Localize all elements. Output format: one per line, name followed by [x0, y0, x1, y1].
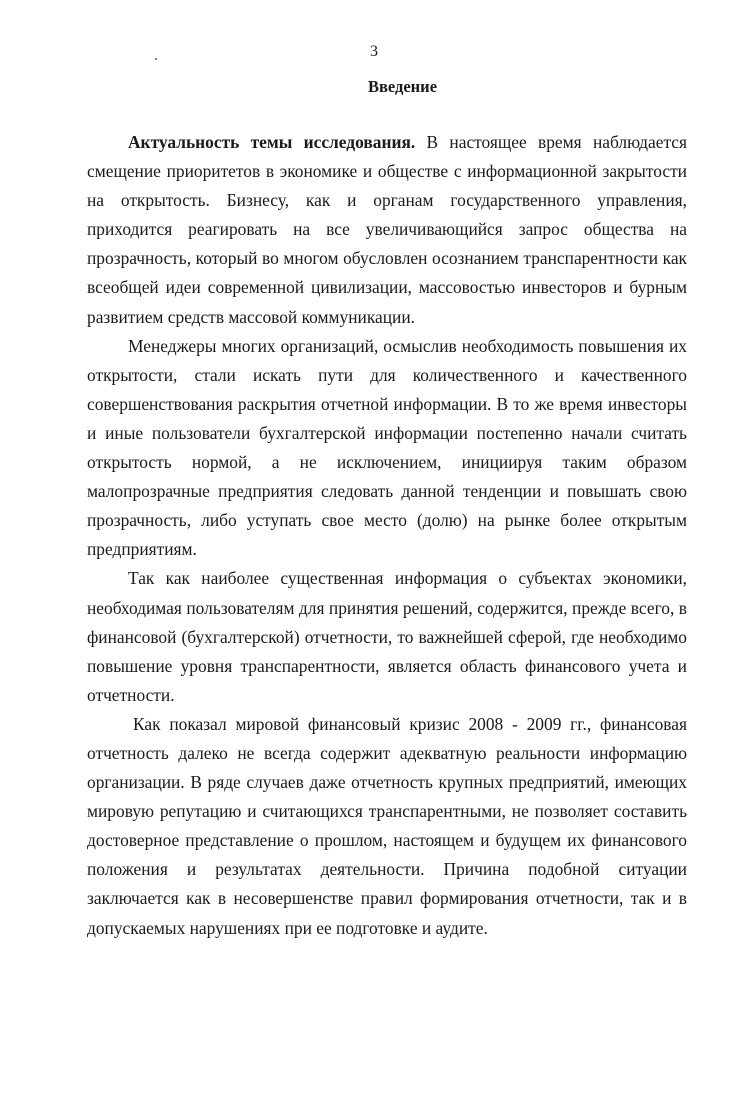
body-text: [87, 128, 687, 943]
section-heading: Введение: [367, 77, 438, 96]
paragraph-managers: Менеджеры многих организаций, осмыслив необходимость повышения их открытости, стали искать пути для количественного и качественного совершенствования раскрытия отчетной информации. В то же время инвесторы и иные пользователи бухгалтерской информации постепенно начали считать открытость нормой, а не исключением, инициируя таким образом малопрозрачные предприятия следовать данной тенденции и повышать свою прозрачность, либо уступать свое место (долю) на рынке более открытым предприятиям.: [87, 335, 687, 560]
paragraph-relevance-text: В настоящее время наблюдается смещение приоритетов в экономике и обществе с информационной закрытости на открытость. Бизнесу, как и органам государственного управления, приходится реагировать на все увеличивающийся запрос общества на прозрачность, который во многом обусловлен осознанием транспарентности как всеобщей идеи современной цивилизации, массовостью инвесторов и бурным развитием средств массовой коммуникации.: [87, 132, 687, 327]
paragraph-lead-bold: Актуальность темы исследования.: [128, 132, 416, 152]
paragraph-relevance: [87, 128, 687, 332]
paragraph-information: Так как наиболее существенная информация о субъектах экономики, необходимая пользователям для принятия решений, содержится, прежде всего, в финансовой (бухгалтерской) отчетности, то важнейшей сферой, где необходимо повышение уровня транспарентности, является область финансового учета и отчетности.: [87, 568, 687, 705]
paragraph-crisis: Как показал мировой финансовый кризис 2008 - 2009 гг., финансовая отчетность далеко не всегда содержит адекватную реальности информацию организации. В ряде случаев даже отчетность крупных предприятий, имеющих мировую репутацию и считающихся транспарентными, не позволяет составить достоверное представление о прошлом, настоящем и будущем их финансового положения и результатах деятельности. Причина подобной ситуации заключается как в несовершенстве правил формирования отчетности, так и в допускаемых нарушениях при ее подготовке и аудите.: [87, 713, 687, 938]
scan-artifact-dot: [155, 58, 157, 60]
page-number: 3: [370, 43, 378, 60]
